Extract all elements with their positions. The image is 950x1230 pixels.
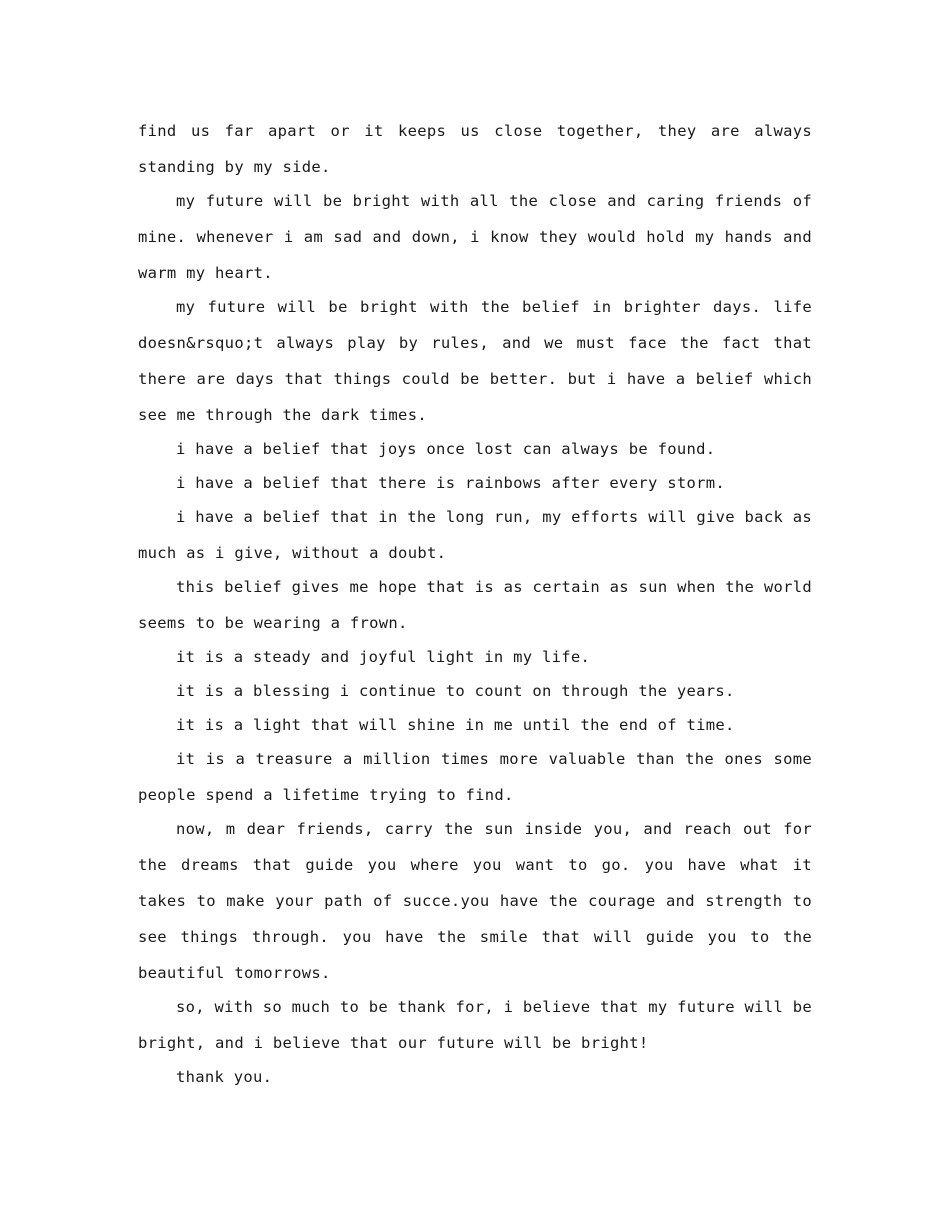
paragraph: i have a belief that joys once lost can always be found. (176, 440, 716, 458)
paragraph: now, m dear friends, carry the sun inside you, and reach out for the dreams that guide you where you want to go. you have what it takes to make your path of succe.you have the courage and strength to see things through. you have the smile that will guide you to the beautiful tomorrows. (138, 820, 812, 982)
paragraph: this belief gives me hope that is as certain as sun when the world seems to be wearing a frown. (138, 578, 812, 632)
paragraph: find us far apart or it keeps us close together, they are always standing by my side. (138, 122, 812, 176)
paragraph: thank you. (176, 1068, 273, 1086)
paragraph: my future will be bright with the belief in brighter days. life doesn&rsquo;t always play by rules, and we must face the fact that there are days that things could be better. but i have a belief which see me through the dark times. (138, 298, 812, 424)
paragraph: i have a belief that in the long run, my efforts will give back as much as i give, without a doubt. (138, 508, 812, 562)
paragraph: it is a treasure a million times more valuable than the ones some people spend a lifetime trying to find. (138, 750, 812, 804)
paragraph: i have a belief that there is rainbows after every storm. (176, 474, 726, 492)
document-body (138, 113, 812, 1093)
paragraph: so, with so much to be thank for, i believe that my future will be bright, and i believe that our future will be bright! (138, 998, 812, 1052)
paragraph: it is a light that will shine in me until the end of time. (176, 716, 735, 734)
paragraph: it is a steady and joyful light in my life. (176, 648, 591, 666)
paragraph: my future will be bright with all the close and caring friends of mine. whenever i am sad and down, i know they would hold my hands and warm my heart. (138, 192, 812, 282)
paragraph: it is a blessing i continue to count on through the years. (176, 682, 735, 700)
